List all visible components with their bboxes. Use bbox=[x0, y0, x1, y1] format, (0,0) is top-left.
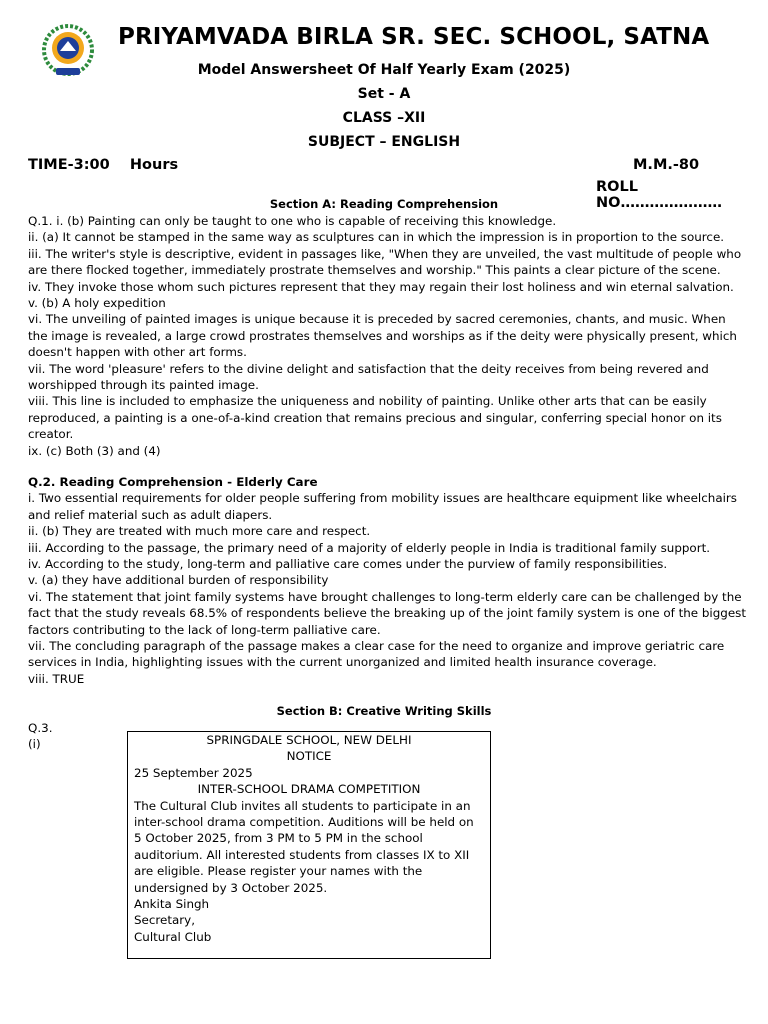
notice-body: The Cultural Club invites all students to participate in an inter-school drama competition. Auditions will be held on 5 October 2025, from 3 PM to 5 PM in the school auditorium. All interested students from classes IX to XII are eligible. Please register your names with the undersigned by 3 October 2025. bbox=[134, 798, 474, 895]
answer-line: vi. The statement that joint family systems have brought challenges to long-term elderly care can be challenged by the fact that the study reveals 68.5% of respondents believe the breaking up of the joint family system is one of the biggest factors contributing to the lack of long-term palliative care. bbox=[28, 589, 747, 637]
section-b-title: Section B: Creative Writing Skills bbox=[276, 704, 492, 718]
q2-answers bbox=[28, 474, 746, 687]
answer-line: ii. (b) They are treated with much more care and respect. bbox=[28, 524, 371, 539]
time-label: TIME-3:00 Hours bbox=[28, 157, 179, 173]
notice-designation: Secretary, bbox=[134, 913, 195, 928]
answer-line: v. (b) A holy expedition bbox=[28, 296, 166, 311]
notice-date: 25 September 2025 bbox=[134, 765, 253, 780]
answer-line: viii. TRUE bbox=[28, 671, 85, 686]
roll-no-label: ROLL NO………………… bbox=[596, 179, 722, 211]
answer-line: ii. (a) It cannot be stamped in the same way as sculptures can in which the impression is in proportion to the source. bbox=[28, 230, 725, 245]
notice-heading: NOTICE bbox=[286, 749, 332, 764]
answer-line: iii. The writer's style is descriptive, evident in passages like, "When they are unveiled, the vast multitude of people who are there flocked together, immediately prostrate themselves and worship." This paints a clear picture of the scene. bbox=[28, 246, 742, 278]
notice-box bbox=[127, 731, 491, 959]
answer-line: vi. The unveiling of painted images is unique because it is preceded by sacred ceremonies, chants, and music. When the image is revealed, a large crowd prostrates themselves and worships as if the deity were physically present, which doesn't happen with other art forms. bbox=[28, 312, 737, 360]
notice-club: Cultural Club bbox=[134, 929, 212, 944]
q3-label bbox=[28, 720, 52, 753]
answer-line: iv. They invoke those whom such pictures represent that they may regain their lost holiness and win eternal salvation. bbox=[28, 279, 734, 294]
answer-line: iv. According to the study, long-term and palliative care comes under the purview of family responsibilities. bbox=[28, 557, 668, 572]
answer-line: v. (a) they have additional burden of responsibility bbox=[28, 573, 329, 588]
school-name: PRIYAMVADA BIRLA SR. SEC. SCHOOL, SATNA bbox=[118, 24, 710, 50]
q1-answers bbox=[28, 213, 746, 459]
exam-title: Model Answersheet Of Half Yearly Exam (2025) bbox=[197, 62, 571, 78]
subject-label: SUBJECT – ENGLISH bbox=[307, 134, 461, 150]
max-marks-label: M.M.-80 bbox=[633, 157, 700, 173]
notice-title: INTER-SCHOOL DRAMA COMPETITION bbox=[197, 782, 421, 797]
notice-signatory: Ankita Singh bbox=[134, 897, 210, 912]
answer-line: ix. (c) Both (3) and (4) bbox=[28, 443, 161, 458]
answer-line: viii. This line is included to emphasize the uniqueness and nobility of painting. Unlike other arts that can be easily reproduced, a painting is a one-of-a-kind creation that remains precious and singular, conferring special honor on its creator. bbox=[28, 394, 722, 442]
notice-school: SPRINGDALE SCHOOL, NEW DELHI bbox=[206, 733, 412, 747]
answer-line: vii. The concluding paragraph of the passage makes a clear case for the need to organize and improve geriatric care services in India, highlighting issues with the current unorganized and limited health insurance coverage. bbox=[28, 639, 725, 670]
answer-line: vii. The word 'pleasure' refers to the divine delight and satisfaction that the deity receives from being revered and worshipped through its painted image. bbox=[28, 361, 709, 393]
q3-subpart: (i) bbox=[28, 737, 41, 752]
answer-line: i. Two essential requirements for older people suffering from mobility issues are healthcare equipment like wheelchairs and relief material such as adult diapers. bbox=[28, 491, 737, 522]
answer-line: iii. According to the passage, the primary need of a majority of elderly people in India is traditional family support. bbox=[28, 540, 711, 555]
set-label: Set - A bbox=[357, 86, 411, 102]
q2-title: Q.2. Reading Comprehension - Elderly Care bbox=[28, 475, 318, 489]
q3-number: Q.3. bbox=[28, 721, 53, 735]
section-a-title: Section A: Reading Comprehension bbox=[269, 197, 499, 211]
class-label: CLASS –XII bbox=[342, 110, 426, 126]
answer-line: Q.1. i. (b) Painting can only be taught to one who is capable of receiving this knowledge. bbox=[28, 214, 557, 228]
